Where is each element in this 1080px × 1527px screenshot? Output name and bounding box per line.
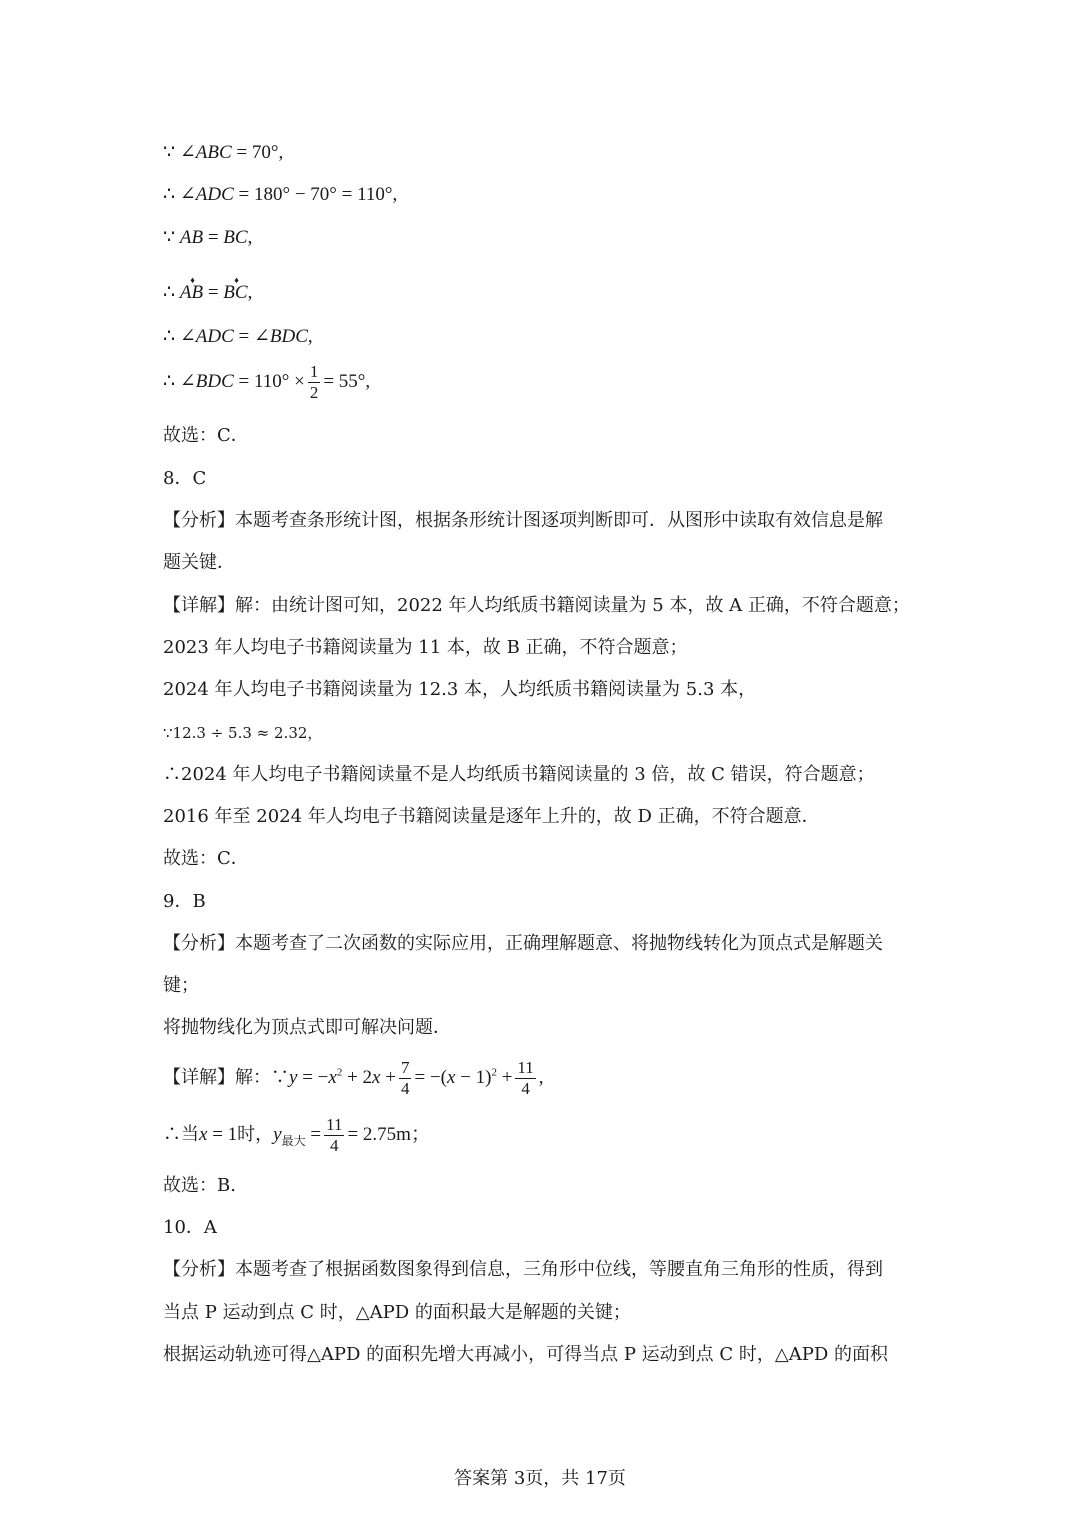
q9-analysis-line-1: 【分析】本题考查了二次函数的实际应用，正确理解题意、将抛物线转化为顶点式是解题关 <box>163 933 883 954</box>
q9-analysis-line-2: 键； <box>163 975 199 996</box>
proof-line-1: ∵ ∠ABC = 70°, <box>163 142 284 163</box>
q8-detail-line-3: 2024 年人均电子书籍阅读量为 12.3 本，人均纸质书籍阅读量为 5.3 本， <box>163 679 757 700</box>
q8-calc-line: ∵12.3 ÷ 5.3 ≈ 2.32， <box>163 724 323 742</box>
q10-analysis-line-3: 根据运动轨迹可得△APD 的面积先增大再减小，可得当点 P 运动到点 C 时，△APD 的面积 <box>163 1344 888 1365</box>
q8-detail-line-2: 2023 年人均电子书籍阅读量为 11 本，故 B 正确，不符合题意； <box>163 637 688 658</box>
question-10-heading: 10．A <box>163 1217 217 1238</box>
question-9-heading: 9．B <box>163 891 206 912</box>
q9-max-value-line: ∴当x = 1时，$y_{最大}$ = $\frac{11}{4}$ = 2.75m； <box>163 1115 430 1155</box>
q9-analysis-line-3: 将抛物线化为顶点式即可解决问题． <box>163 1017 451 1038</box>
q10-analysis-line-1: 【分析】本题考查了根据函数图象得到信息，三角形中位线，等腰直角三角形的性质，得到 <box>163 1259 883 1280</box>
q8-detail-line-4: ∴2024 年人均电子书籍阅读量不是人均纸质书籍阅读量的 3 倍，故 C 错误，符合题意； <box>163 764 875 785</box>
answer-9: 故选：B. <box>163 1175 236 1196</box>
question-8-heading: 8．C <box>163 468 207 489</box>
proof-line-3: ∵ AB = BC, <box>163 227 253 248</box>
proof-line-5: ∴ ∠ADC = ∠BDC, <box>163 326 313 347</box>
q10-analysis-line-2: 当点 P 运动到点 C 时，△APD 的面积最大是解题的关键； <box>163 1302 631 1323</box>
proof-line-4: ∴ ♦ AB = ♦ BC, <box>163 280 930 306</box>
page-footer: 答案第 3页，共 17页 <box>454 1468 626 1489</box>
answer-7: 故选：C． <box>163 425 249 446</box>
q9-detail-equation: 【详解】解：∵y = $-x^2 + 2x$ + $\frac{7}{4}$ = $-(x - 1)^2$ + $\frac{11}{4}$ , <box>163 1058 544 1098</box>
q8-detail-line-1: 【详解】解：由统计图可知，2022 年人均纸质书籍阅读量为 5 本，故 A 正确，不符合题意； <box>163 595 910 616</box>
proof-line-2: ∴ ∠ADC = 180° − 70° = 110°, <box>163 184 398 205</box>
q8-analysis-line-2: 题关键． <box>163 552 235 573</box>
q8-detail-line-5: 2016 年至 2024 年人均电子书籍阅读量是逐年上升的，故 D 正确，不符合题意． <box>163 806 820 827</box>
q8-analysis-line-1: 【分析】本题考查条形统计图，根据条形统计图逐项判断即可．从图形中读取有效信息是解 <box>163 510 883 531</box>
answer-8: 故选：C． <box>163 848 249 869</box>
proof-line-6: ∴ ∠BDC = 110° × $\frac{1}{2}$ = 55°, <box>163 362 371 402</box>
